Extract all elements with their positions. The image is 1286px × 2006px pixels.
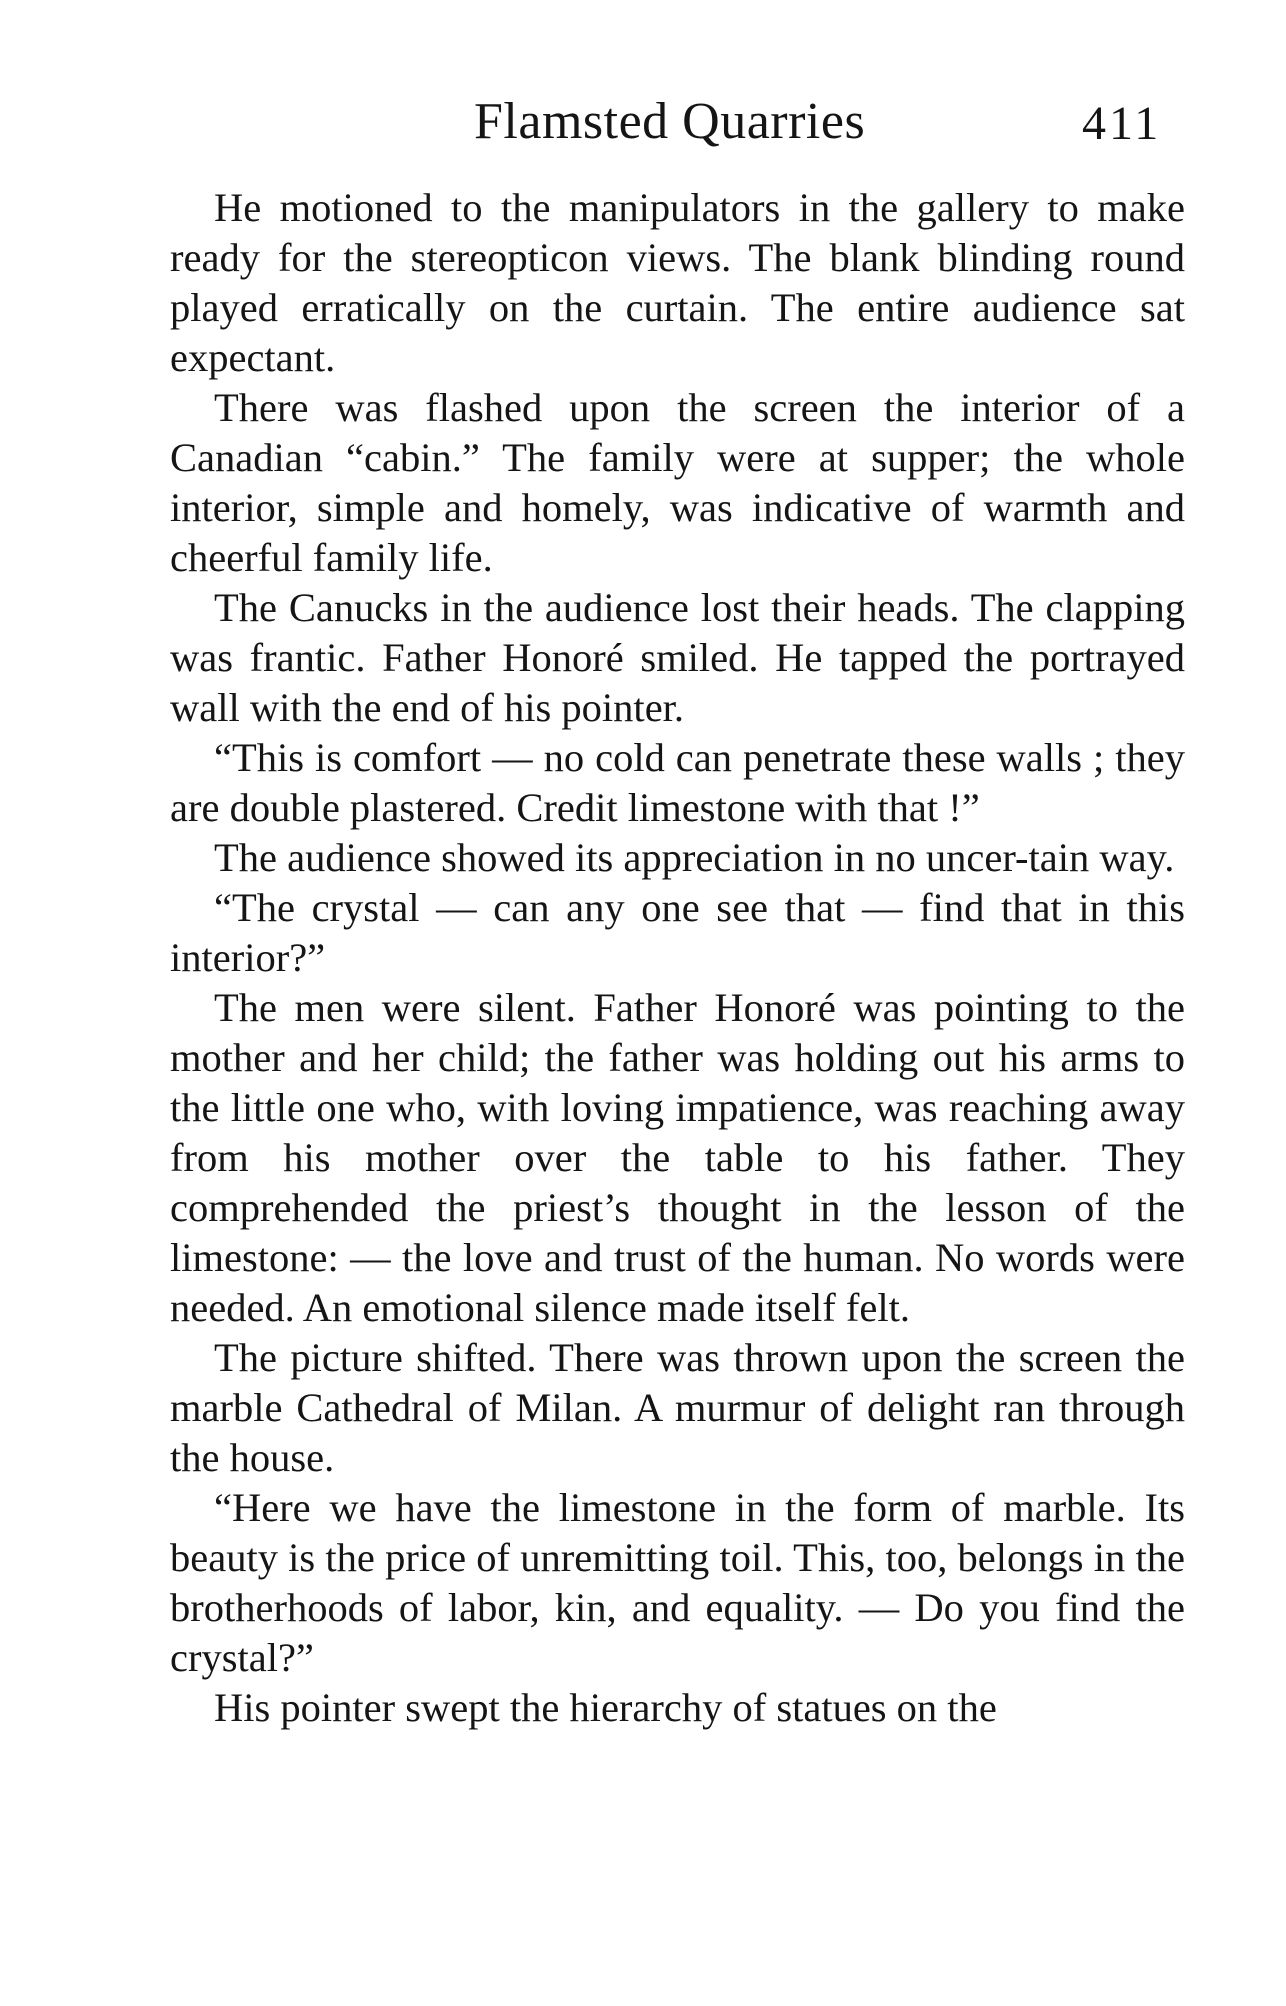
paragraph: “The crystal — can any one see that — find that in this interior?”: [170, 885, 1185, 980]
paragraph: The picture shifted. There was thrown upon the screen the marble Cathedral of Milan. A murmur of delight ran through the house.: [170, 1335, 1185, 1480]
paragraph: “This is comfort — no cold can penetrate these walls ; they are double plastered. Credit limestone with that !”: [170, 735, 1185, 830]
paragraph: There was flashed upon the screen the interior of a Canadian “cabin.” The family were at supper; the whole interior, simple and homely, was indicative of warmth and cheerful family life.: [170, 385, 1185, 580]
paragraph: He motioned to the manipulators in the gallery to make ready for the stereopticon views. The blank blinding round played erratically on the curtain. The entire audience sat expectant.: [170, 185, 1185, 380]
page-header: [0, 92, 1286, 162]
paragraph: His pointer swept the hierarchy of statues on the: [214, 1685, 997, 1730]
paragraph: The Canucks in the audience lost their heads. The clapping was frantic. Father Honoré smiled. He tapped the portrayed wall with the end of his pointer.: [170, 585, 1185, 730]
body-text: [170, 183, 1185, 1733]
running-title: Flamsted Quarries: [474, 93, 866, 150]
page-number: 411: [1082, 97, 1162, 150]
paragraph: The audience showed its appreciation in no uncer-tain way.: [214, 835, 1175, 880]
paragraph: The men were silent. Father Honoré was pointing to the mother and her child; the father was holding out his arms to the little one who, with loving impatience, was reaching away from his mother over the table to his father. They comprehended the priest’s thought in the lesson of the limestone: — the love and trust of the human. No words were needed. An emotional silence made itself felt.: [170, 985, 1185, 1330]
paragraph: “Here we have the limestone in the form of marble. Its beauty is the price of unremitting toil. This, too, belongs in the brotherhoods of labor, kin, and equality. — Do you find the crystal?”: [170, 1485, 1185, 1680]
